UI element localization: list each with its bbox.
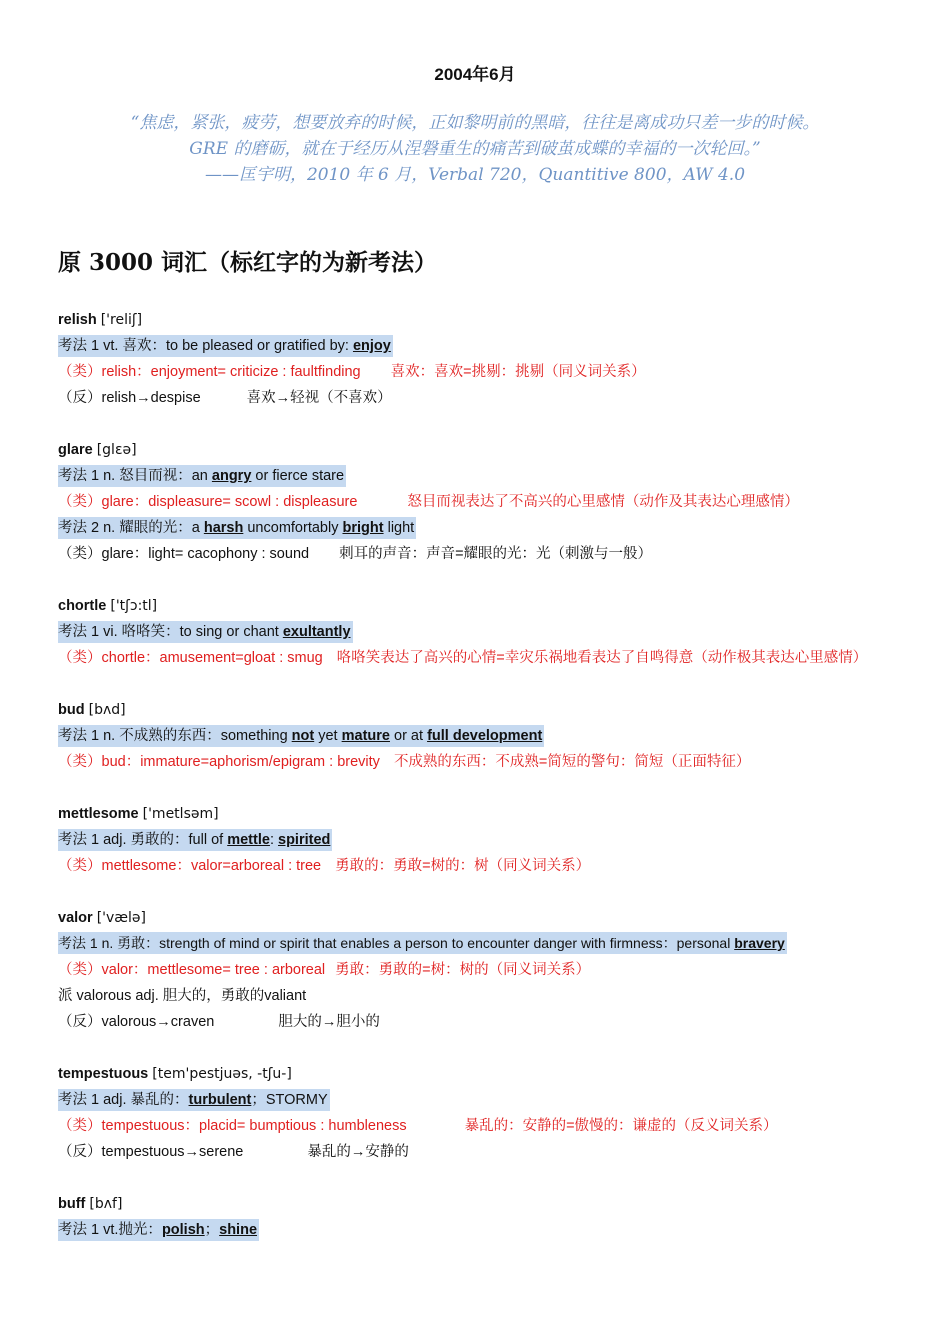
headword <box>58 1061 898 1087</box>
definition-text: 考法 1 n. 怒目而视：an <box>58 468 212 484</box>
analogy-en: （类）glare：light= cacophony : sound <box>58 546 310 562</box>
entry-glare <box>58 437 898 567</box>
analogy-cn: 勇敢的：勇敢=树的：树（同义词关系） <box>335 858 591 874</box>
entry-chortle <box>58 593 898 671</box>
definition-text: light <box>383 520 415 536</box>
keyword: exultantly <box>282 624 351 640</box>
antonym-cn: 暴乱的→安静的 <box>307 1144 409 1160</box>
definition-text: 考法 1 n. 不成熟的东西：something <box>58 728 292 744</box>
antonym-line <box>58 1009 898 1035</box>
definition-2 <box>58 517 416 539</box>
definition <box>58 932 787 954</box>
headword-text: mettlesome <box>58 806 139 822</box>
definition <box>58 1089 330 1111</box>
antonym-line <box>58 385 898 411</box>
headword <box>58 905 898 931</box>
definition-text: 考法 1 vt.抛光： <box>58 1222 162 1238</box>
definition-text: or at <box>389 728 428 744</box>
analogy-cn: 咯咯笑表达了高兴的心情=幸灾乐祸地看表达了自鸣得意（动作极其表达心里感情） <box>336 650 868 666</box>
antonym-en: （反）relish→despise <box>58 390 201 406</box>
definition-text: or fierce stare <box>251 468 345 484</box>
analogy-en: （类）bud：immature=aphorism/epigram : brevity <box>58 754 380 770</box>
phonetic: [tem'pestjuəs, -tʃu-] <box>152 1066 292 1082</box>
analogy-en: （类）relish：enjoyment= criticize : faultfinding <box>58 364 361 380</box>
antonym-line <box>58 1139 898 1165</box>
analogy-line <box>58 645 898 671</box>
keyword: mettle <box>227 832 270 848</box>
definition-text: 考法 2 n. 耀眼的光：a <box>58 520 204 536</box>
keyword: harsh <box>203 520 244 536</box>
definition <box>58 1219 259 1241</box>
keyword: mature <box>341 728 390 744</box>
antonym-cn: 喜欢→轻视（不喜欢） <box>246 390 392 406</box>
keyword: full development <box>427 728 543 744</box>
quote-line-3: ——匡宇明，2010 年 6 月，Verbal 720，Quantitive 800，AW 4.0 <box>204 165 746 185</box>
phonetic: [bʌd] <box>88 702 126 718</box>
definition <box>58 725 544 747</box>
headword <box>58 437 898 463</box>
headword <box>58 801 898 827</box>
definition <box>58 829 332 851</box>
analogy-cn: 喜欢：喜欢=挑剔：挑剔（同义词关系） <box>390 364 646 380</box>
analogy-line <box>58 749 898 775</box>
analogy-cn: 不成熟的东西：不成熟=简短的警句：简短（正面特征） <box>393 754 751 770</box>
document-date: 2004年6月 <box>434 65 516 84</box>
headword-text: chortle <box>58 598 107 614</box>
antonym-cn: 胆大的→胆小的 <box>278 1014 380 1030</box>
analogy-line <box>58 957 898 983</box>
definition <box>58 621 353 643</box>
headword-text: glare <box>58 442 93 458</box>
headword <box>58 697 898 723</box>
definition-text: 考法 1 vt. 喜欢：to be pleased or gratified by: <box>58 338 353 354</box>
entry-bud <box>58 697 898 775</box>
definition <box>58 335 393 357</box>
analogy-line-2 <box>58 541 898 567</box>
definition-text: 考法 1 adj. 暴乱的： <box>58 1092 189 1108</box>
analogy-en: （类）mettlesome：valor=arboreal : tree <box>58 858 322 874</box>
headword <box>58 1191 898 1217</box>
headword-text: relish <box>58 312 97 328</box>
definition-text: ；STORMY <box>251 1092 328 1108</box>
phonetic: [glɛə] <box>96 442 137 458</box>
section-title: 原 3000 词汇（标红字的为新考法） <box>58 249 438 276</box>
analogy-cn: 怒目而视表达了不高兴的心里感情（动作及其表达心理感情） <box>407 494 799 510</box>
entry-mettlesome <box>58 801 898 879</box>
antonym-en: （反）valorous→craven <box>58 1014 215 1030</box>
definition-text: yet <box>314 728 342 744</box>
definition-text: 考法 1 adj. 勇敢的：full of <box>58 832 228 848</box>
definition-text: 考法 1 vi. 咯咯笑：to sing or chant <box>58 624 283 640</box>
phonetic: [bʌf] <box>89 1196 123 1212</box>
headword-text: valor <box>58 910 93 926</box>
headword-text: bud <box>58 702 85 718</box>
definition-text: : <box>269 832 278 848</box>
quote-line-1: “焦虑，紧张，疲劳，想要放弃的时候，正如黎明前的黑暗，往往是离成功只差一步的时候。 <box>130 113 820 133</box>
analogy-line <box>58 489 898 515</box>
analogy-cn: 刺耳的声音：声音=耀眼的光：光（刺激与一般） <box>339 546 653 562</box>
entry-valor <box>58 905 898 1035</box>
analogy-cn: 勇敢：勇敢的=树：树的（同义词关系） <box>335 962 591 978</box>
analogy-cn: 暴乱的：安静的=傲慢的：谦虚的（反义词关系） <box>464 1118 778 1134</box>
quote-line-2: GRE 的磨砺，就在于经历从涅磐重生的痛苦到破茧成蝶的幸福的一次轮回。” <box>189 139 761 159</box>
keyword: angry <box>211 468 252 484</box>
phonetic: ['reliʃ] <box>100 312 143 328</box>
phonetic: ['tʃɔ:tl] <box>110 598 158 614</box>
analogy-en: （类）glare：displeasure= scowl : displeasure <box>58 494 358 510</box>
keyword: turbulent <box>188 1092 252 1108</box>
definition-text: uncomfortably <box>243 520 343 536</box>
analogy-en: （类）valor：mettlesome= tree : arboreal <box>58 962 326 978</box>
keyword: shine <box>219 1222 258 1238</box>
phonetic: ['metlsəm] <box>142 806 219 822</box>
keyword: bravery <box>734 935 785 951</box>
analogy-en: （类）tempestuous：placid= bumptious : humbleness <box>58 1118 407 1134</box>
motivational-quote <box>0 110 950 188</box>
definition <box>58 465 346 487</box>
keyword: not <box>291 728 315 744</box>
keyword: bright <box>342 520 384 536</box>
keyword: enjoy <box>352 338 391 354</box>
definition-text: 考法 1 n. 勇敢：strength of mind or spirit that enables a person to encounter danger with firmness：personal <box>58 935 735 951</box>
headword <box>58 593 898 619</box>
headword-text: tempestuous <box>58 1066 149 1082</box>
entry-tempestuous <box>58 1061 898 1165</box>
analogy-line <box>58 1113 898 1139</box>
definition-text: ； <box>204 1222 220 1238</box>
entry-buff <box>58 1191 898 1243</box>
antonym-en: （反）tempestuous→serene <box>58 1144 244 1160</box>
analogy-line <box>58 853 898 879</box>
phonetic: ['vælə] <box>96 910 147 926</box>
keyword: polish <box>161 1222 205 1238</box>
analogy-en: （类）chortle：amusement=gloat : smug <box>58 650 323 666</box>
headword <box>58 307 898 333</box>
keyword: spirited <box>278 832 331 848</box>
headword-text: buff <box>58 1196 86 1212</box>
entry-relish <box>58 307 898 411</box>
derivative-line: 派 valorous adj. 胆大的，勇敢的valiant <box>58 988 307 1004</box>
analogy-line <box>58 359 898 385</box>
vocabulary-list <box>58 307 898 1269</box>
